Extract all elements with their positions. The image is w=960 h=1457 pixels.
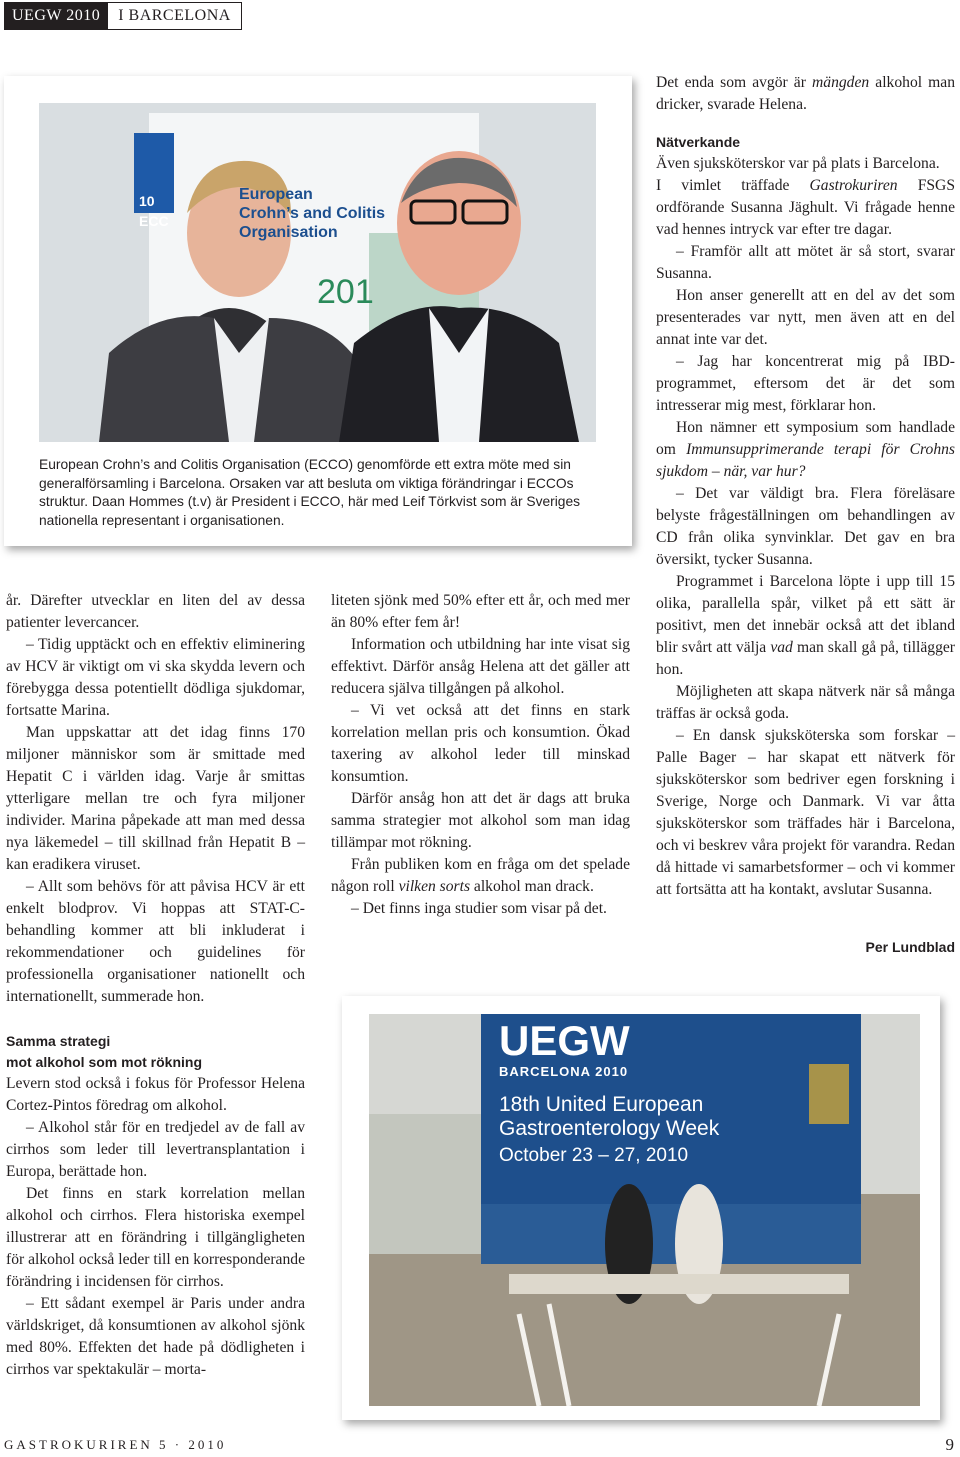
photo1-banner-prefix1: 10 bbox=[139, 193, 155, 209]
col3-para9-text1: Programmet i Barcelona löpte i upp till 15 olika, parallella spår, vilket på ett sätt är positivt, men det innebär också att det ibland blir svårt att välja bbox=[656, 573, 955, 656]
col3-para3-text1: I vimlet träffade bbox=[656, 177, 810, 194]
col2-para6: – Det finns inga studier som visar på det. bbox=[351, 900, 607, 917]
photo2-line2: Gastroenterology Week bbox=[499, 1117, 720, 1140]
photo1-banner-line1: European bbox=[239, 186, 313, 203]
section-header bbox=[4, 2, 242, 30]
column-1-top bbox=[6, 590, 305, 1008]
magazine-label: UEGW 2010 bbox=[5, 3, 107, 29]
column-3 bbox=[656, 72, 955, 901]
col1-para4: – Allt som behövs för att påvisa HCV är ett enkelt blodprov. Vi hoppas att STAT-C-behandling kommer att bli inkluderat i rekommendationer och guidelines för professionella organisationer nationellt och internationellt, summerade hon. bbox=[6, 878, 305, 1005]
column-2 bbox=[331, 590, 630, 920]
col3-para3-italic: Gastrokuriren bbox=[809, 177, 898, 194]
col1-para7: Det finns en stark korrelation mellan alkohol och cirrhos. Flera historiska exempel illustrerar att en förändring i tillgängligheten för alkohol också leder till en korresponderande förändring i incidensen för cirrhos. bbox=[6, 1185, 305, 1290]
col1-para1: år. Därefter utvecklar en liten del av dessa patienter levercancer. bbox=[6, 592, 305, 631]
photo2-date: October 23 – 27, 2010 bbox=[499, 1145, 689, 1166]
col3-para4: – Framför allt att mötet är så stort, svarar Susanna. bbox=[656, 243, 955, 282]
col2-para5-text2: alkohol man drack. bbox=[470, 878, 594, 895]
col1-para3: Man uppskattar att det idag finns 170 miljoner människor som är smittade med Hepatit C i världen idag. Varje år smittas ytterligare mellan tre och fyra miljoner individer. Marina påpekade att man med dessa nya läkemedel – till skillnad från Hepatit B – kan eradikera viruset. bbox=[6, 724, 305, 873]
photo2-city: BARCELONA 2010 bbox=[499, 1064, 629, 1079]
col3-para9-text2: man skall gå på, tillägger hon. bbox=[656, 639, 955, 678]
col3-para8: – Det var väldigt bra. Flera föreläsare belyste frågeställningen om behandlingen av CD från olika synvinklar. Det gav en bra översikt, tycker Susanna. bbox=[656, 485, 955, 568]
col3-para1 bbox=[656, 72, 955, 116]
col3-para1-text2: alkohol man dricker, svarade Helena. bbox=[656, 74, 956, 113]
column-1-bottom bbox=[6, 1031, 305, 1381]
col1-heading-line2: mot alkohol som mot rökning bbox=[6, 1054, 203, 1070]
col1-para2: – Tidig upptäckt och en effektiv eliminering av HCV är viktigt om vi ska skydda levern och förebygga dessa potentiellt dödliga sjukdomar, fortsatte Marina. bbox=[6, 636, 305, 719]
col3-para7-italic: Immunsupprimerande terapi för Crohns sjukdom – när, var hur? bbox=[656, 441, 955, 480]
col3-para3 bbox=[656, 175, 955, 241]
col2-para4: Därför ansåg hon att det är dags att bruka samma strategier mot alkohol som man idag tillämpar mot rökning. bbox=[331, 790, 630, 851]
photo2-uegw-banner bbox=[369, 1014, 920, 1406]
col2-para3: – Vi vet också att det finns en stark korrelation mellan pris och konsumtion. Ökad taxering av alkohol leder till minskad konsumtion. bbox=[331, 702, 630, 785]
col1-para6: – Alkohol står för en tredjedel av de fall av cirrhos som leder till levertransplantation i Europa, berättade hon. bbox=[6, 1119, 305, 1180]
col1-para8: – Ett sådant exempel är Paris under andra världskriget, då konsumtionen av alkohol sjönk med 80%. Effekten det hade på dödligheten i cirrhos var spektakulär – morta- bbox=[6, 1295, 305, 1378]
col3-para10: Möjligheten att skapa nätverk när så många träffas är också goda. bbox=[656, 683, 955, 722]
col3-para6: – Jag har koncentrerat mig på IBD-programmet, eftersom det är det som intresserar mig mest, förklarar hon. bbox=[656, 353, 955, 414]
col3-heading: Nätverkande bbox=[656, 134, 741, 150]
section-label: I BARCELONA bbox=[107, 3, 241, 29]
col1-para5: Levern stod också i fokus för Professor Helena Cortez-Pintos föredrag om alkohol. bbox=[6, 1075, 305, 1114]
author-signature: Per Lundblad bbox=[865, 939, 955, 955]
col2-para5 bbox=[331, 854, 630, 898]
photo1-banner-year: 201 bbox=[317, 273, 374, 311]
page-number: 9 bbox=[945, 1435, 954, 1454]
col3-para2: Även sjuksköterskor var på plats i Barcelona. bbox=[656, 155, 940, 172]
footer-publication: GASTROKURIREN 5 · 2010 bbox=[4, 1437, 227, 1452]
col1-heading-line1: Samma strategi bbox=[6, 1033, 111, 1049]
col3-para9-italic: vad bbox=[770, 639, 793, 656]
col3-para7-text: Hon nämner ett symposium som handlade om bbox=[656, 419, 955, 458]
col3-para3-text2: FSGS ordförande Susanna Jäghult. Vi frågade henne vad hennes intryck var efter tre dagar. bbox=[656, 177, 955, 238]
col3-para9 bbox=[656, 571, 955, 681]
col3-para5: Hon anser generellt att en del av det som presenterades var nytt, men även att en del annat inte var det. bbox=[656, 287, 955, 348]
photo2-line1: 18th United European bbox=[499, 1093, 704, 1116]
photo1-caption: European Crohn’s and Colitis Organisation (ECCO) genomförde ett extra möte med sin generalförsamling i Barcelona. Orsaken var att besluta om viktiga förändringar i ECCOs struktur. Daan Hommes (t.v) är President i ECCO, här med Leif Törkvist som är Sveriges nationella representant i organisationen. bbox=[39, 457, 581, 529]
col2-para2: Information och utbildning har inte visat sig effektivt. Därför ansåg Helena att det gäller att reducera själva tillgången på alkohol. bbox=[331, 636, 630, 697]
photo2-logo: UEGW bbox=[499, 1017, 630, 1064]
photo1-banner-prefix2: ECC bbox=[139, 213, 169, 229]
photo1-banner-line2: Crohn’s and Colitis bbox=[239, 205, 386, 222]
col2-para5-italic: vilken sorts bbox=[398, 878, 471, 895]
col2-para5-text1: Från publiken kom en fråga om det spelade någon roll bbox=[331, 856, 630, 895]
photo1-ecco-portrait bbox=[39, 103, 596, 442]
col3-para1-italic: mängden bbox=[812, 74, 870, 91]
col3-para1-text1: Det enda som avgör är bbox=[656, 74, 813, 91]
col2-para1: liteten sjönk med 50% efter ett år, och med mer än 80% efter fem år! bbox=[331, 592, 630, 631]
col3-para7 bbox=[656, 417, 955, 483]
photo1-banner-line3: Organisation bbox=[239, 224, 338, 241]
col3-para11: – En dansk sjuksköterska som forskar – Palle Bager – har skapat ett nätverk för sjuksköterskor som bedriver egen forskning i Sverige, Norge och Danmark. Vi var åtta sjuksköterskor som träffades här i Barcelona, och vi beskrev våra projekt för varandra. Redan då hittade vi samarbetsformer – och vi kommer att fortsätta att ha kontakt, avslutar Susanna. bbox=[656, 727, 955, 898]
